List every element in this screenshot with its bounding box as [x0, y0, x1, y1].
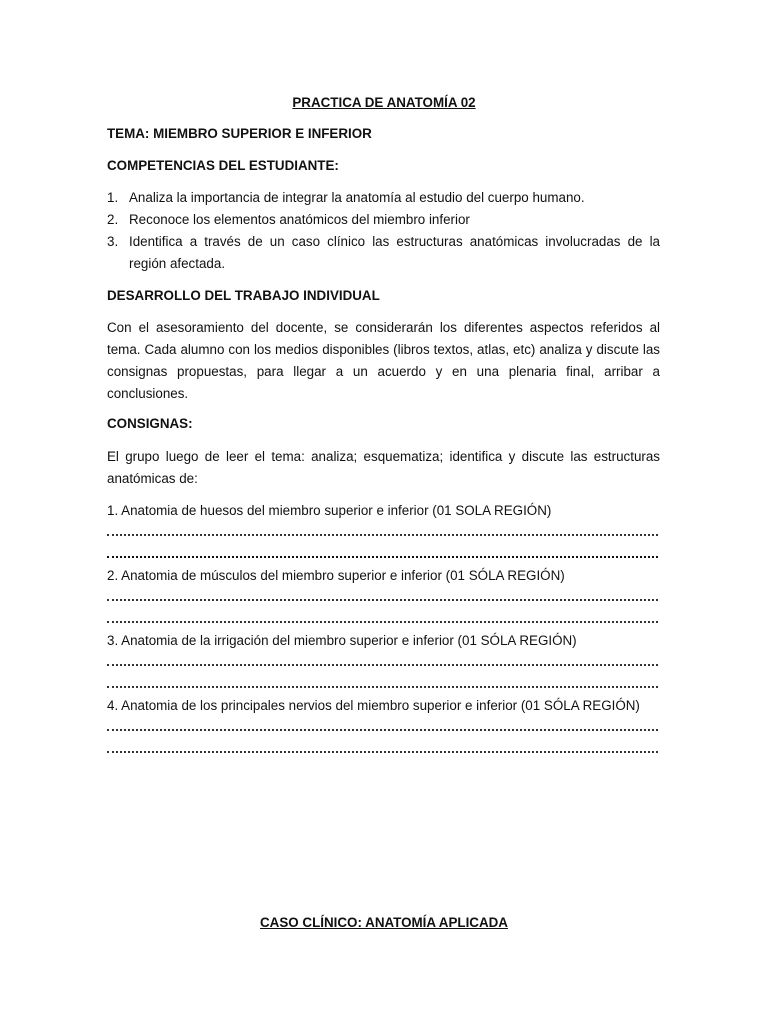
consigna-item: 2. Anatomia de músculos del miembro superior e inferior (01 SÓLA REGIÓN): [107, 568, 565, 583]
list-item-number: 2.: [107, 212, 119, 227]
answer-line: [107, 524, 658, 536]
list-item-number: 1.: [107, 190, 119, 205]
answer-line: [107, 611, 658, 623]
consigna-item: 4. Anatomia de los principales nervios del miembro superior e inferior (01 SÓLA REGIÓN): [107, 698, 640, 713]
consignas-intro-paragraph: El grupo luego de leer el tema: analiza; esquematiza; identifica y discute las estructuras anatómicas de:: [107, 449, 660, 486]
answer-line: [107, 676, 658, 688]
tema-heading: TEMA: MIEMBRO SUPERIOR E INFERIOR: [107, 126, 372, 141]
answer-line: [107, 741, 658, 753]
answer-line: [107, 719, 658, 731]
answer-line: [107, 546, 658, 558]
list-item-text: Identifica a través de un caso clínico las estructuras anatómicas involucradas de la región afectada.: [129, 234, 660, 271]
consigna-item: 1. Anatomia de huesos del miembro superior e inferior (01 SOLA REGIÓN): [107, 503, 552, 518]
desarrollo-heading: DESARROLLO DEL TRABAJO INDIVIDUAL: [107, 288, 380, 303]
answer-line: [107, 589, 658, 601]
page-title: PRACTICA DE ANATOMÍA 02: [292, 95, 476, 110]
answer-line: [107, 654, 658, 666]
desarrollo-paragraph: Con el asesoramiento del docente, se considerarán los diferentes aspectos referidos al tema. Cada alumno con los medios disponibles (libros textos, atlas, etc) analiza y discute las consignas propuestas, para llegar a un acuerdo y en una plenaria final, arribar a conclusiones.: [107, 320, 660, 401]
caso-clinico-heading: CASO CLÍNICO: ANATOMÍA APLICADA: [260, 915, 508, 930]
competencias-heading: COMPETENCIAS DEL ESTUDIANTE:: [107, 158, 339, 173]
list-item-text: Reconoce los elementos anatómicos del miembro inferior: [129, 212, 470, 227]
consignas-heading: CONSIGNAS:: [107, 416, 193, 431]
list-item-number: 3.: [107, 234, 119, 249]
list-item-text: Analiza la importancia de integrar la anatomía al estudio del cuerpo humano.: [129, 190, 585, 205]
consigna-item: 3. Anatomia de la irrigación del miembro superior e inferior (01 SÓLA REGIÓN): [107, 633, 577, 648]
